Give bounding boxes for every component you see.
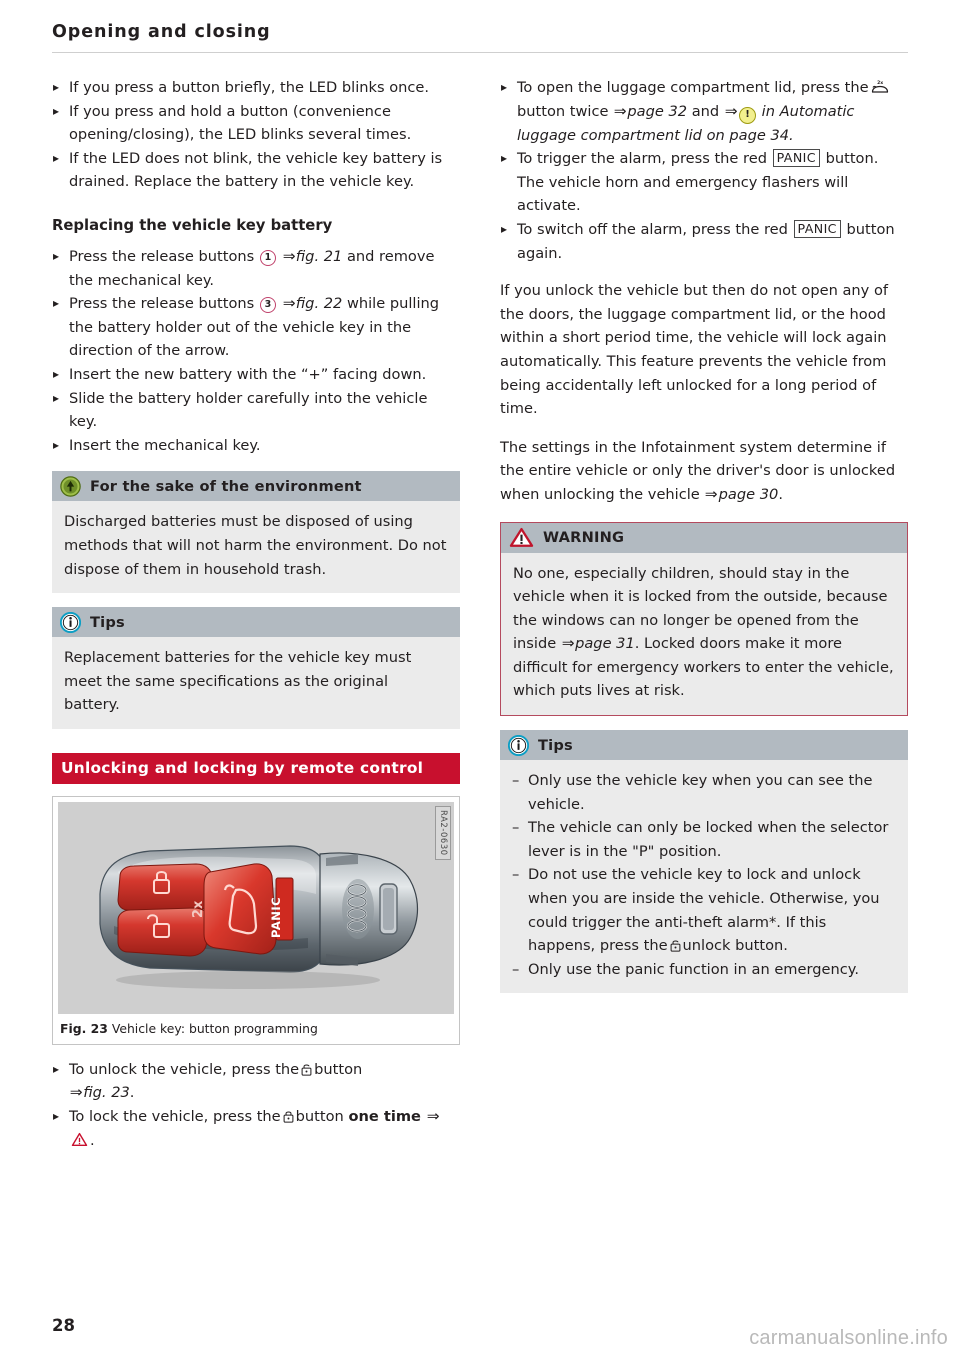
paragraph-text: The settings in the Infotainment system determine if the entire vehicle or only the driver's door is unlocked when unlocking the vehicle: [500, 438, 896, 503]
figure-container: [52, 796, 460, 1045]
callout-body: [501, 553, 907, 716]
step-text: Press the release buttons: [69, 247, 255, 265]
list-item: ▸ Slide the battery holder carefully into the vehicle key.: [52, 387, 460, 434]
callout-title: Tips: [538, 736, 573, 754]
panic-button-label: PANIC: [269, 896, 283, 938]
warning-text-cont: . Locked doors make it more difficult for emergency workers to enter the vehicle, which puts lives at risk.: [513, 635, 894, 700]
tree-icon: [60, 476, 81, 497]
tips-list: [512, 769, 896, 981]
subheading-replacing-battery: Replacing the vehicle key battery: [52, 216, 333, 234]
callout-header: [52, 471, 460, 501]
battery-steps-list: [52, 245, 460, 457]
info-icon: [508, 735, 529, 756]
bullet-text: To open the luggage compartment lid, press the: [517, 79, 869, 96]
vehicle-key-illustration: [58, 802, 454, 1014]
panic-button-label: PANIC: [773, 149, 820, 167]
tips-callout-box-left: [52, 607, 460, 729]
callout-text: Discharged batteries must be disposed of using methods that will not harm the environment. Do not dispose of them in household trash.: [64, 513, 447, 578]
after-figure-bullet-list: [52, 1058, 460, 1152]
figure-reference: fig. 23: [83, 1084, 130, 1102]
paragraph-infotainment: [500, 436, 908, 507]
callout-header: [500, 730, 908, 760]
unlock-icon: [301, 1063, 312, 1076]
warning-callout-box: [500, 522, 908, 717]
list-item: [500, 147, 908, 218]
callout-title: Tips: [90, 613, 125, 631]
reference-arrow-icon: ⇒: [282, 295, 296, 313]
callout-header: [501, 523, 907, 553]
reference-arrow-icon: ⇒: [613, 102, 627, 120]
figure-code-label: RA2-0630: [435, 806, 451, 860]
warning-triangle-icon: [71, 1132, 88, 1147]
info-icon: [60, 612, 81, 633]
list-item: – Only use the panic function in an emergency.: [512, 958, 896, 982]
figure-reference: fig. 21: [295, 247, 343, 265]
tip-text: Do not use the vehicle key to lock and unlock when you are inside the vehicle. Otherwise, you could trigger the anti-theft alarm*. If this happens, press the: [528, 866, 880, 955]
list-item: [52, 1105, 460, 1152]
reference-circle-icon: 3: [260, 297, 276, 313]
bullet-text-cont: button: [314, 1060, 363, 1078]
right-column: [500, 76, 908, 1006]
trunk-open-icon: [870, 79, 890, 94]
list-item: ▸ If you press and hold a button (convenience opening/closing), the LED blinks several times.: [52, 100, 460, 147]
caution-circle-icon: !: [739, 107, 756, 124]
figure-image: [58, 802, 454, 1014]
page-number: 28: [52, 1316, 75, 1335]
bullet-text-cont: button. The vehicle horn and emergency flashers will activate.: [517, 150, 879, 215]
callout-text: [513, 562, 895, 704]
page-reference: page 32: [627, 102, 688, 120]
tip-text-cont: unlock button.: [682, 937, 788, 955]
bullet-text: To lock the vehicle, press the: [69, 1108, 281, 1126]
bullet-text: To switch off the alarm, press the red: [517, 220, 788, 238]
list-item: [52, 1058, 460, 1105]
reference-arrow-icon: ⇒: [282, 247, 296, 265]
reference-arrow-icon: ⇒: [724, 102, 738, 120]
bullet-conjunction: and: [691, 102, 720, 120]
list-item: ▸ If you press a button briefly, the LED blinks once.: [52, 76, 460, 100]
lock-icon: [283, 1110, 294, 1123]
header-divider: [52, 52, 908, 53]
section-banner: Unlocking and locking by remote control: [52, 753, 460, 784]
reference-circle-icon: 1: [260, 250, 276, 266]
figure-number: Fig. 23: [60, 1020, 108, 1036]
bullet-text-end: .: [129, 1084, 135, 1102]
reference-arrow-icon: ⇒: [561, 635, 575, 653]
svg-text:2x: 2x: [876, 81, 883, 87]
callout-body: [52, 501, 460, 593]
bullet-emphasis: one time: [348, 1108, 421, 1126]
warning-text: No one, especially children, should stay in the vehicle when it is locked from the outside, because the windows can no longer be opened from the inside: [513, 564, 888, 653]
callout-title: For the sake of the environment: [90, 477, 362, 495]
page-reference: page 31: [575, 635, 635, 653]
list-item: ▸ Insert the mechanical key.: [52, 434, 460, 458]
unlock-icon: [670, 939, 681, 952]
trunk-2x-label: 2x: [191, 900, 206, 918]
list-item: – The vehicle can only be locked when the selector lever is in the "P" position.: [512, 816, 896, 863]
step-text-cont: and remove the mechanical key.: [69, 247, 435, 289]
warning-triangle-icon: [509, 527, 534, 549]
paragraph-auto-relock: If you unlock the vehicle but then do not open any of the doors, the luggage compartment lid, or the hood within a short period time, the vehicle will lock again automatically. This feature prevents the vehicle from being accidentally left unlocked for a long period of time.: [500, 282, 889, 418]
intro-bullet-list: [52, 76, 460, 194]
list-item: [500, 218, 908, 265]
callout-body: [500, 760, 908, 993]
list-item: ▸ If the LED does not blink, the vehicle key battery is drained. Replace the battery in the vehicle key.: [52, 147, 460, 194]
reference-arrow-icon: ⇒: [705, 485, 718, 503]
list-item: – Only use the vehicle key when you can see the vehicle.: [512, 769, 896, 816]
environment-callout-box: [52, 471, 460, 593]
callout-header: [52, 607, 460, 637]
list-item: [500, 76, 908, 147]
left-column: [52, 76, 460, 1165]
callout-body: [52, 637, 460, 729]
reference-arrow-icon: ⇒: [426, 1108, 440, 1126]
panic-button-label: PANIC: [794, 220, 841, 238]
list-item: [52, 292, 460, 363]
reference-arrow-icon: ⇒: [69, 1084, 83, 1102]
figure-reference: fig. 22: [295, 295, 343, 313]
list-item: ▸ Insert the new battery with the “+” facing down.: [52, 363, 460, 387]
bullet-text-end: .: [90, 1131, 95, 1149]
list-item: [52, 245, 460, 292]
figure-caption: [58, 1014, 454, 1044]
tips-callout-box-right: [500, 730, 908, 993]
bullet-text-cont: button: [295, 1108, 344, 1126]
bullet-text-cont: button twice: [517, 102, 609, 120]
bullet-italic-reference: in Automatic luggage compartment lid on page 34.: [517, 102, 855, 144]
bullet-text: To trigger the alarm, press the red: [517, 150, 767, 168]
list-item: [512, 863, 896, 957]
step-text-cont: while pulling the battery holder out of the vehicle key in the direction of the arrow.: [69, 295, 440, 360]
remote-bullet-list: [500, 76, 908, 265]
watermark: carmanualsonline.info: [749, 1327, 948, 1349]
figure-caption-text: Vehicle key: button programming: [111, 1020, 318, 1036]
callout-title: WARNING: [543, 529, 625, 546]
paragraph-end: .: [778, 485, 783, 503]
page-title: Opening and closing: [52, 22, 271, 42]
bullet-text: To unlock the vehicle, press the: [69, 1060, 300, 1078]
page-reference: page 30: [718, 485, 779, 503]
bullet-text-cont: button again.: [517, 220, 895, 262]
callout-text: Replacement batteries for the vehicle key must meet the same specifications as the original battery.: [64, 649, 412, 714]
step-text: Press the release buttons: [69, 295, 255, 313]
